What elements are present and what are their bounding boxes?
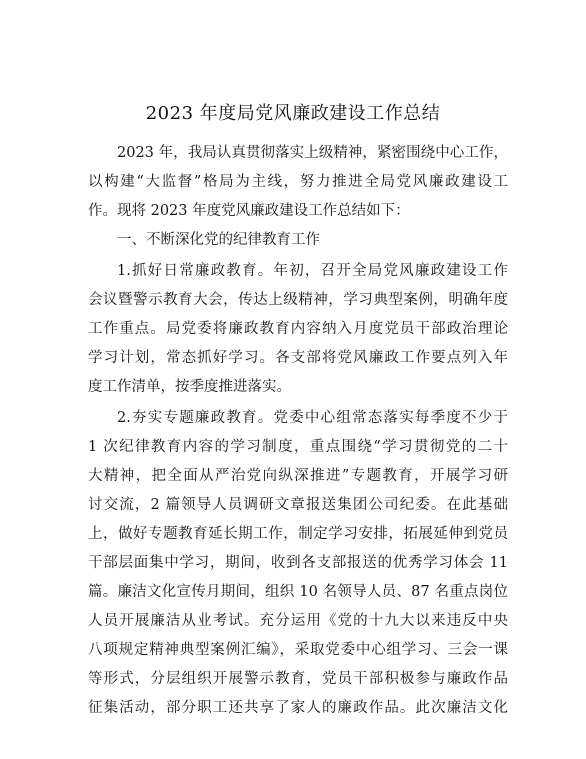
paragraph-line: 人员开展廉洁从业考试。充分运用《党的十九大以来违反中央	[88, 613, 508, 629]
paragraph-line: 学习计划，常态抓好学习。各支部将党风廉政工作要点列入年	[88, 350, 508, 366]
document-title: 2023 年度局党风廉政建设工作总结	[145, 103, 441, 124]
paragraph-line: 1.抓好日常廉政教育。年初，召开全局党风廉政建设工作	[117, 263, 508, 279]
paragraph-line: 征集活动，部分职工还共享了家人的廉政作品。此次廉洁文化	[88, 700, 508, 716]
paragraph-line: 作。现将 2023 年度党风廉政建设工作总结如下：	[88, 203, 410, 219]
paragraph-line: 篇。廉洁文化宣传月期间，组织 10 名领导人员、87 名重点岗位	[88, 584, 508, 600]
paragraph-line: 2.夯实专题廉政教育。党委中心组常态落实每季度不少于	[117, 410, 508, 426]
paragraph-line: 工作重点。局党委将廉政教育内容纳入月度党员干部政治理论	[88, 321, 508, 337]
paragraph-line: 以构建“大监督”格局为主线，努力推进全局党风廉政建设工	[88, 174, 508, 190]
paragraph-line: 等形式，分层组织开展警示教育，党员干部积极参与廉政作品	[88, 671, 508, 687]
paragraph-line: 度工作清单，按季度推进落实。	[88, 379, 291, 395]
paragraph-line: 大精神，把全面从严治党向纵深推进”专题教育，开展学习研	[88, 468, 508, 484]
paragraph-line: 2023 年，我局认真贯彻落实上级精神，紧密围绕中心工作，	[117, 145, 508, 161]
paragraph-line: 1 次纪律教育内容的学习制度，重点围绕“学习贯彻党的二十	[88, 439, 508, 455]
section-heading: 一、不断深化党的纪律教育工作	[117, 232, 320, 248]
paragraph-line: 上，做好专题教育延长期工作，制定学习安排，拓展延伸到党员	[88, 526, 508, 542]
paragraph-line: 会议暨警示教育大会，传达上级精神，学习典型案例，明确年度	[88, 292, 508, 308]
paragraph-line: 干部层面集中学习，期间，收到各支部报送的优秀学习体会 11	[88, 555, 508, 571]
paragraph-line: 八项规定精神典型案例汇编》，采取党委中心组学习、三会一课	[88, 642, 508, 658]
paragraph-line: 讨交流，2 篇领导人员调研文章报送集团公司纪委。在此基础	[88, 497, 508, 513]
